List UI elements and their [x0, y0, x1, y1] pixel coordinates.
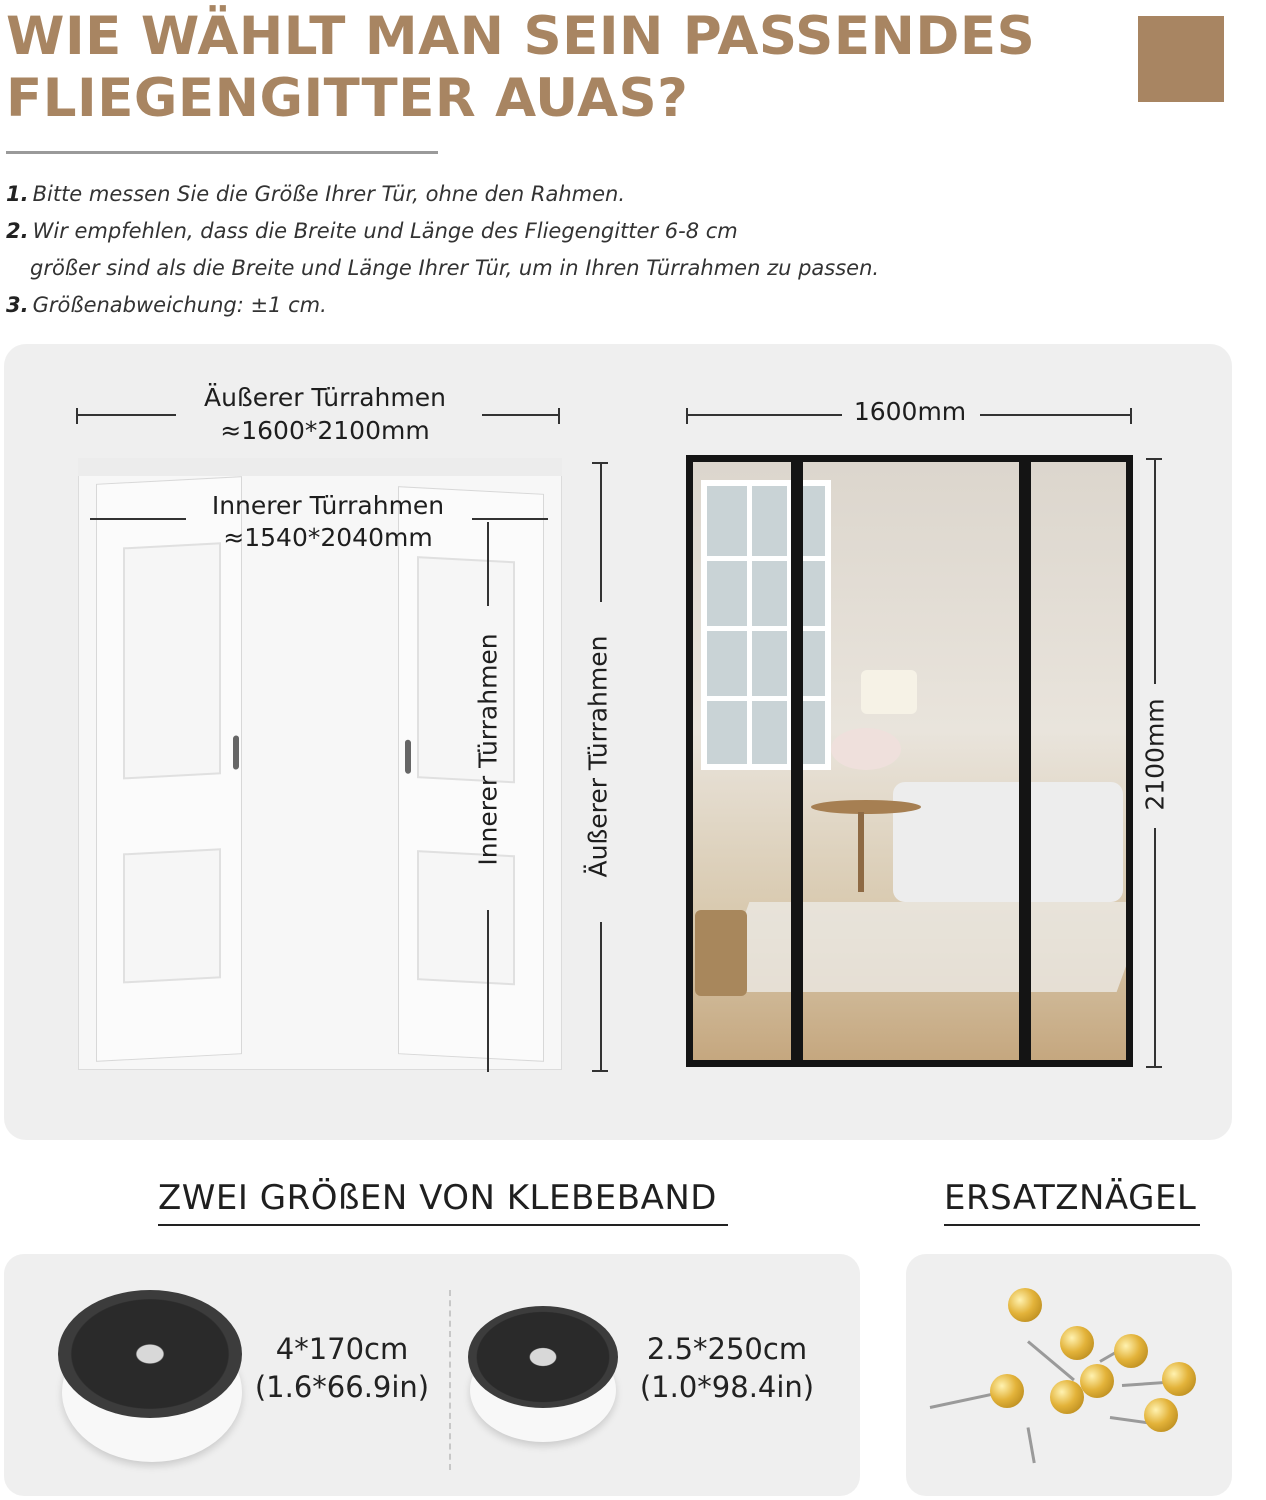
dimension-line-outer-right — [482, 414, 560, 416]
outer-frame-size: ≈1600*2100mm — [220, 416, 430, 445]
page-title-line-2: FLIEGENGITTER AUAS? — [6, 68, 689, 129]
screen-width-label: 1600mm — [853, 397, 967, 426]
instruction-step-1 — [6, 176, 879, 213]
dimension-line-outer-vertical-top — [600, 462, 602, 602]
step-text: Bitte messen Sie die Größe Ihrer Tür, ohne den Rahmen. — [32, 182, 626, 206]
room-sofa — [893, 782, 1123, 902]
instruction-step-2-continuation — [6, 250, 879, 287]
left-door — [96, 476, 242, 1062]
dimension-line-screen-height-top — [1154, 458, 1156, 684]
instruction-list — [6, 176, 879, 324]
window-transom — [707, 556, 825, 561]
nail-icon — [1060, 1326, 1094, 1360]
nail-icon — [1008, 1288, 1042, 1322]
room-flowers — [831, 728, 901, 770]
inner-frame-size: ≈1540*2040mm — [223, 523, 433, 552]
dimension-tick — [1146, 1066, 1162, 1068]
nail-icon — [990, 1374, 1024, 1408]
door-handle — [405, 740, 411, 774]
screen-height-label: 2100mm — [1140, 698, 1170, 811]
inner-frame-vertical-label: Innerer Türrahmen — [473, 633, 503, 866]
tape-size-2: 2.5*250cm — [646, 1332, 808, 1366]
right-door — [398, 486, 544, 1062]
dimension-line-outer-left — [76, 414, 176, 416]
nail-icon — [1162, 1362, 1196, 1396]
window-transom — [707, 696, 825, 701]
step-number: 3. — [6, 293, 29, 317]
tape-section-underline — [158, 1224, 728, 1226]
title-underline — [6, 151, 438, 154]
dimension-tick — [558, 408, 560, 424]
tape-divider — [449, 1290, 451, 1470]
door-panel-lower — [123, 848, 221, 983]
dimension-tick — [686, 408, 688, 424]
window-transom — [707, 626, 825, 631]
step-text-continuation: größer sind als die Breite und Länge Ihrer Tür, um in Ihren Türrahmen zu passen. — [30, 256, 880, 280]
screen-magnetic-strip — [1019, 462, 1031, 1060]
nail-icon — [1050, 1380, 1084, 1414]
nail-icon — [1144, 1398, 1178, 1432]
dimension-tick — [76, 408, 78, 424]
room-table — [811, 800, 921, 814]
instruction-step-3 — [6, 287, 879, 324]
dimension-line-outer-vertical-bottom — [600, 922, 602, 1072]
instruction-step-2 — [6, 213, 879, 250]
room-lamp — [861, 670, 917, 714]
page-title-line-1: WIE WÄHLT MAN SEIN PASSENDES — [6, 6, 1036, 67]
screen-magnetic-strip — [791, 462, 803, 1060]
fly-screen-door — [686, 455, 1133, 1067]
tape-roll-large-top — [58, 1290, 242, 1418]
dimension-line-screen-width-left — [686, 414, 842, 416]
room-rug — [717, 902, 1133, 992]
dimension-line-inner-vertical-bottom — [487, 910, 489, 1072]
tape-size-1-inch: (1.6*66.9in) — [254, 1370, 430, 1404]
step-text: Größenabweichung: ±1 cm. — [32, 293, 327, 317]
dimension-tick — [592, 462, 608, 464]
tape-size-2-inch: (1.0*98.4in) — [639, 1370, 815, 1404]
tape-roll-small-top — [468, 1306, 618, 1408]
inner-frame-label: Innerer Türrahmen — [211, 491, 445, 520]
dimension-tick — [592, 1070, 608, 1072]
room-window — [701, 480, 831, 770]
step-number: 1. — [6, 182, 29, 206]
door-handle — [233, 735, 239, 769]
dimension-line-inner-vertical-top — [487, 522, 489, 606]
window-mullion — [747, 486, 752, 764]
dimension-tick — [1130, 408, 1132, 424]
brand-color-square — [1138, 16, 1224, 102]
step-text: Wir empfehlen, dass die Breite und Länge des Fliegengitter 6-8 cm — [32, 219, 738, 243]
room-basket — [695, 910, 747, 996]
page-title — [6, 6, 1106, 130]
nails-section-title: ERSATZNÄGEL — [944, 1178, 1197, 1218]
nail-icon — [1114, 1334, 1148, 1368]
dimension-line-screen-height-bottom — [1154, 828, 1156, 1066]
dimension-tick — [1146, 458, 1162, 460]
tape-size-1: 4*170cm — [275, 1332, 409, 1366]
outer-frame-label: Äußerer Türrahmen — [204, 383, 446, 412]
nails-section-underline — [944, 1224, 1200, 1226]
dimension-line-screen-width-right — [980, 414, 1132, 416]
door-panel-upper — [123, 542, 221, 779]
outer-frame-vertical-label: Äußerer Türrahmen — [583, 635, 613, 878]
tape-section-title: ZWEI GRÖßEN VON KLEBEBAND — [158, 1178, 717, 1218]
nail-icon — [1080, 1364, 1114, 1398]
step-number: 2. — [6, 219, 29, 243]
room-table-leg — [858, 812, 864, 892]
door-frame-header — [78, 458, 562, 476]
